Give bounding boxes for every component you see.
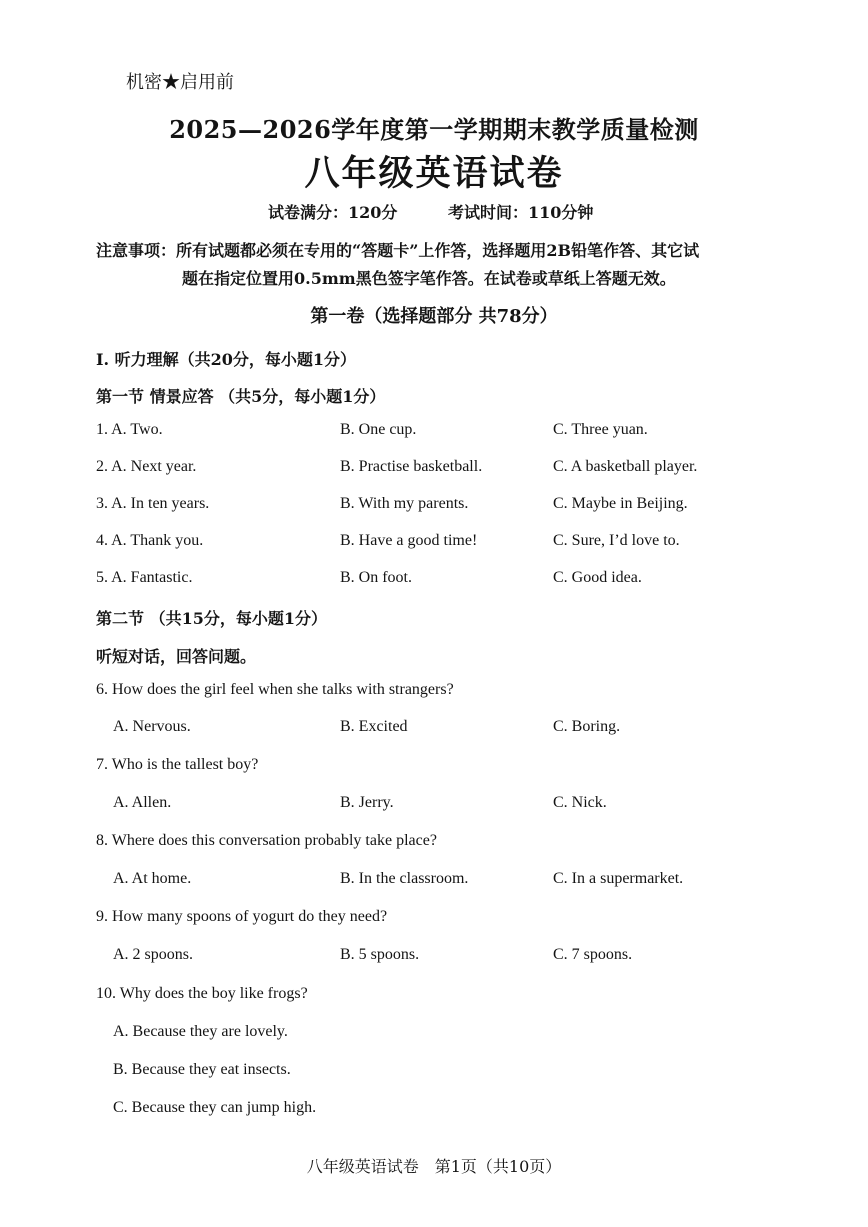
q3-option-c: C. Maybe in Beijing. [553,495,688,512]
q7-stem: 7. Who is the tallest boy? [96,756,259,773]
section-two-instruction: 听短对话，回答问题。 [96,647,257,666]
section-two-title: 第二节 （共15分，每小题1分） [96,609,327,628]
exam-title: 2025—2026学年度第一学期期末教学质量检测 [169,115,699,144]
notice-line-1: 注意事项：所有试题都必须在专用的“答题卡”上作答，选择题用2B铅笔作答、其它试 [96,241,700,260]
q1-option-b: B. One cup. [340,421,417,438]
page-footer: 八年级英语试卷 第1页（共10页） [306,1157,562,1176]
q4-option-a: 4. A. Thank you. [96,532,204,549]
q2-option-a: 2. A. Next year. [96,458,197,475]
q10-option-c: C. Because they can jump high. [113,1099,317,1116]
q7-option-a: A. Allen. [113,794,172,811]
q4-option-b: B. Have a good time! [340,532,478,549]
q1-option-a: 1. A. Two. [96,421,163,438]
q9-option-a: A. 2 spoons. [113,946,194,963]
q6-option-a: A. Nervous. [113,718,191,735]
full-score: 试卷满分：120分 [268,203,398,222]
q5-option-a: 5. A. Fantastic. [96,569,193,586]
q8-option-a: A. At home. [113,870,192,887]
confidential-mark: 机密★启用前 [126,72,234,93]
q8-stem: 8. Where does this conversation probably take place? [96,832,437,849]
q6-option-b: B. Excited [340,718,408,735]
q9-option-b: B. 5 spoons. [340,946,420,963]
q10-option-b: B. Because they eat insects. [113,1061,291,1078]
exam-subtitle: 八年级英语试卷 [304,153,564,194]
q10-option-a: A. Because they are lovely. [113,1023,288,1040]
exam-time: 考试时间：110分钟 [448,203,594,222]
part-one-title: 第一卷（选择题部分 共78分） [310,306,558,327]
q9-stem: 9. How many spoons of yogurt do they need? [96,908,388,925]
q5-option-c: C. Good idea. [553,569,642,586]
q10-stem: 10. Why does the boy like frogs? [96,985,308,1002]
notice-line-2: 题在指定位置用0.5mm黑色签字笔作答。在试卷或草纸上答题无效。 [182,269,676,288]
q7-option-b: B. Jerry. [340,794,394,811]
q6-stem: 6. How does the girl feel when she talks with strangers? [96,681,454,698]
q2-option-c: C. A basketball player. [553,458,698,475]
q3-option-b: B. With my parents. [340,495,469,512]
q7-option-c: C. Nick. [553,794,607,811]
q9-option-c: C. 7 spoons. [553,946,633,963]
section-listening-title: I. 听力理解（共20分，每小题1分） [96,350,357,369]
section-one-title: 第一节 情景应答 （共5分，每小题1分） [96,387,386,406]
q8-option-b: B. In the classroom. [340,870,469,887]
q3-option-a: 3. A. In ten years. [96,495,210,512]
q4-option-c: C. Sure, I’d love to. [553,532,680,549]
q2-option-b: B. Practise basketball. [340,458,483,475]
q5-option-b: B. On foot. [340,569,412,586]
q1-option-c: C. Three yuan. [553,421,648,438]
q8-option-c: C. In a supermarket. [553,870,684,887]
q6-option-c: C. Boring. [553,718,621,735]
